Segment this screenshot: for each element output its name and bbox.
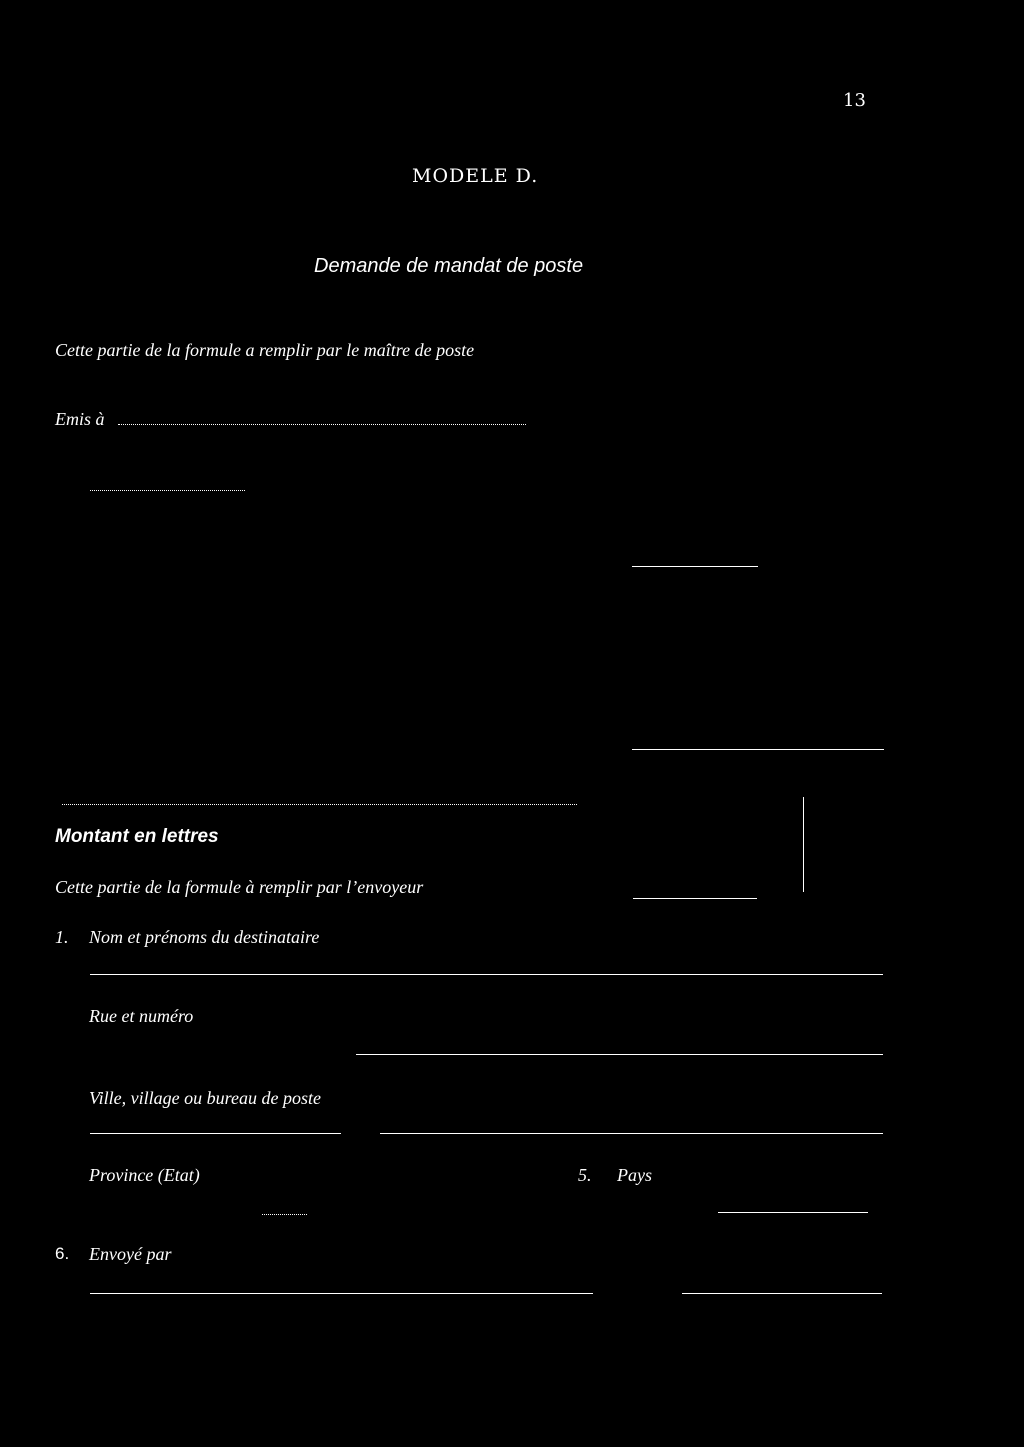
sent-by-line[interactable] bbox=[90, 1293, 593, 1294]
sent-by-label: Envoyé par bbox=[89, 1244, 172, 1264]
country-line[interactable] bbox=[718, 1212, 868, 1213]
form-title: Demande de mandat de poste bbox=[314, 255, 584, 277]
issued-at-line[interactable] bbox=[118, 424, 526, 425]
right-rule bbox=[633, 898, 757, 899]
page-number: 13 bbox=[843, 90, 866, 111]
postmaster-instruction: Cette partie de la formule a remplir par le maître de poste bbox=[55, 340, 475, 360]
street-label: Rue et numéro bbox=[89, 1006, 194, 1026]
city-label: Ville, village ou bureau de poste bbox=[89, 1088, 321, 1108]
recipient-name-label: Nom et prénoms du destinataire bbox=[89, 927, 320, 947]
right-rule bbox=[632, 749, 884, 750]
city-line[interactable] bbox=[380, 1133, 883, 1134]
vertical-rule bbox=[803, 797, 804, 892]
recipient-number: 1. bbox=[55, 927, 69, 947]
province-label: Province (Etat) bbox=[89, 1165, 200, 1185]
model-title: MODELE D. bbox=[412, 165, 539, 187]
country-label: Pays bbox=[617, 1165, 652, 1185]
issued-at-label: Emis à bbox=[55, 409, 105, 429]
street-line[interactable] bbox=[356, 1054, 883, 1055]
dotted-line bbox=[90, 490, 245, 491]
right-rule bbox=[632, 566, 758, 567]
province-line[interactable] bbox=[262, 1214, 307, 1215]
sent-by-line[interactable] bbox=[682, 1293, 882, 1294]
sent-by-number: 6. bbox=[55, 1244, 70, 1263]
recipient-name-line[interactable] bbox=[90, 974, 883, 975]
amount-label: Montant en lettres bbox=[55, 826, 219, 847]
amount-dotted-line[interactable] bbox=[62, 804, 577, 805]
city-line[interactable] bbox=[90, 1133, 341, 1134]
sender-instruction: Cette partie de la formule à remplir par l’envoyeur bbox=[55, 877, 424, 897]
country-number: 5. bbox=[578, 1165, 592, 1185]
